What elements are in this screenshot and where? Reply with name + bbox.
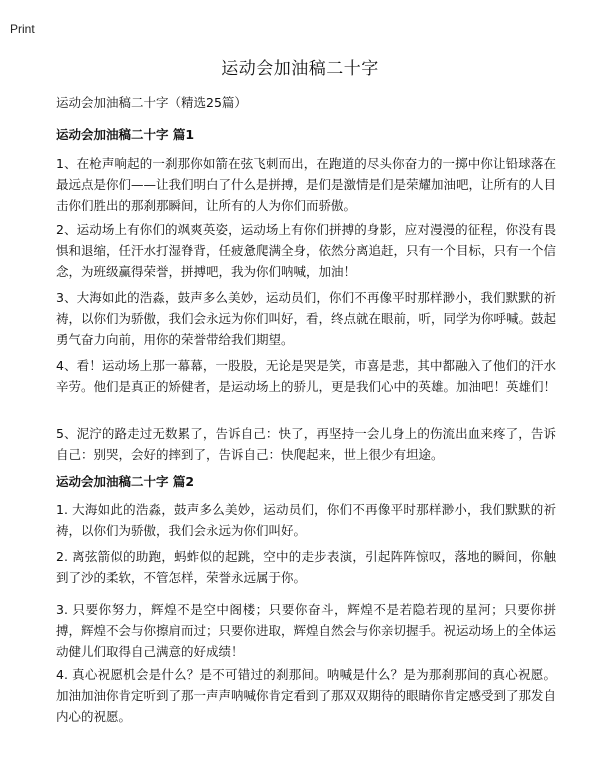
paragraph: 1、在枪声响起的一刹那你如箭在弦飞刺而出，在跑道的尽头你奋力的一掷中你让铅球落在最远点是你们——让我们明白了什么是拼搏，是们是激情是们是荣耀加油吧，让所有的人目击你们胜出的那刹那瞬间，让所有的人为你们而骄傲。 xyxy=(56,156,557,213)
paragraph: 2. 离弦箭似的助跑，蚂蚱似的起跳，空中的走步表演，引起阵阵惊叹，落地的瞬间，你触到了沙的柔软，不管怎样，荣誉永远属于你。 xyxy=(56,549,556,585)
page-title: 运动会加油稿二十字 xyxy=(221,59,379,79)
section-heading-2: 运动会加油稿二十字 篇2 xyxy=(56,474,195,489)
paragraph: 4. 真心祝愿机会是什么？是不可错过的刹那间。呐喊是什么？是为那刹那间的真心祝愿。加油加油你肯定听到了那一声声呐喊你肯定看到了那双双期待的眼睛你肯定感受到了那发自内心的祝愿。 xyxy=(56,667,557,724)
print-link[interactable]: Print xyxy=(10,22,35,36)
page-subtitle: 运动会加油稿二十字（精选25篇） xyxy=(56,95,247,110)
section-heading-1: 运动会加油稿二十字 篇1 xyxy=(56,127,195,142)
paragraph: 3、大海如此的浩淼，鼓声多么美妙，运动员们，你们不再像平时那样渺小，我们默默的祈祷，以你们为骄傲，我们会永远为你们叫好，看，终点就在眼前，听，同学为你呼喊。鼓起勇气奋力向前，用你的荣誉带给我们期望。 xyxy=(56,290,557,347)
paragraph: 5、泥泞的路走过无数累了，告诉自己：快了，再坚持一会儿身上的伤流出血来疼了，告诉自己：别哭，会好的摔到了，告诉自己：快爬起来，世上很少有坦途。 xyxy=(56,426,556,462)
paragraph: 3. 只要你努力，辉煌不是空中阁楼；只要你奋斗，辉煌不是若隐若现的星河；只要你拼搏，辉煌不会与你擦肩而过；只要你进取，辉煌自然会与你亲切握手。祝运动场上的全体运动健儿们取得自己满意的好成绩！ xyxy=(56,602,557,659)
paragraph: 2、运动场上有你们的飒爽英姿，运动场上有你们拼搏的身影，应对漫漫的征程，你没有畏惧和退缩，任汗水打湿脊背，任疲惫爬满全身，依然分离追赶，只有一个目标，只有一个信念，为班级赢得荣誉，拼搏吧，我为你们呐喊，加油！ xyxy=(56,222,557,279)
paragraph: 1. 大海如此的浩淼，鼓声多么美妙，运动员们，你们不再像平时那样渺小，我们默默的祈祷，以你们为骄傲，我们会永远为你们叫好。 xyxy=(56,502,556,538)
paragraph: 4、看！运动场上那一幕幕，一股股，无论是哭是笑，市喜是悲，其中都融入了他们的汗水辛劳。他们是真正的矫健者，是运动场上的骄儿，更是我们心中的英雄。加油吧！英雄们！ xyxy=(56,358,557,394)
